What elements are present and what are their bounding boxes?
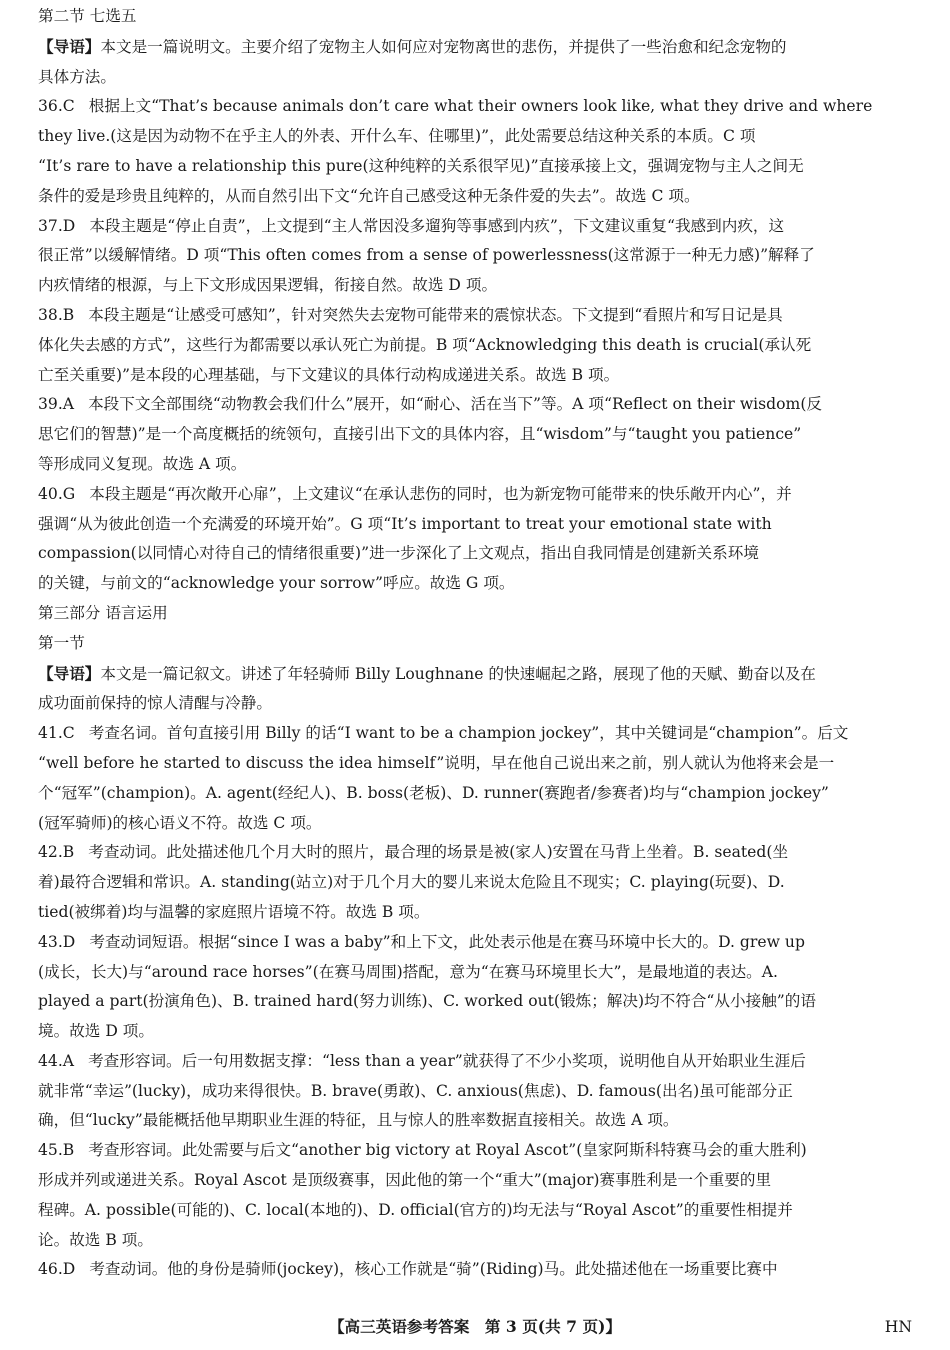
answer-text: 强调“从为彼此创造一个充满爱的环境开始”。G 项“It’s important to treat your emotional state with — [38, 514, 772, 533]
answer-line — [38, 122, 912, 152]
answer-line — [38, 1166, 912, 1196]
answer-number: 45.B — [38, 1141, 75, 1160]
answer-text: 的关键，与前文的“acknowledge your sorrow”呼应。故选 G 项。 — [38, 574, 515, 593]
answer-line — [38, 809, 912, 839]
answer-text: 个“冠军”(champion)。A. agent(经纪人)、B. boss(老板)、D. runner(赛跑者/参赛者)均与“champion jockey” — [38, 783, 829, 802]
answer-item — [38, 390, 912, 479]
answer-text: 确，但“lucky”最能概括他早期职业生涯的特征，且与惊人的胜率数据直接相关。故选 A 项。 — [38, 1111, 679, 1130]
answer-text: 根据上文“That’s because animals don’t care what their owners look like, what they drive and where — [88, 97, 873, 116]
answer-number: 44.A — [38, 1051, 75, 1070]
part-heading-3: 第三部分 语言运用 — [38, 603, 168, 622]
answer-line — [38, 510, 912, 540]
answer-line — [38, 92, 912, 122]
answer-text: (成长，长大)与“around race horses”(在赛马周围)搭配，意为“在赛马环境里长大”，是最地道的表达。A. — [38, 962, 778, 981]
answer-number: 43.D — [38, 932, 76, 951]
answer-line — [38, 271, 912, 301]
intro-text: 具体方法。 — [38, 67, 116, 86]
answer-text: 考查动词短语。根据“since I was a baby”和上下文，此处表示他是在赛马环境中长大的。D. grew up — [89, 932, 805, 951]
intro-line — [38, 659, 912, 690]
answer-text: (冠军骑师)的核心语义不符。故选 C 项。 — [38, 813, 322, 832]
intro-line — [38, 32, 912, 63]
answer-line — [38, 1226, 912, 1256]
answer-text: 本段主题是“再次敞开心扉”，上文建议“在承认悲伤的同时，也为新宠物可能带来的快乐敞开内心”，并 — [89, 484, 792, 503]
answer-text: 本段主题是“停止自责”，上文提到“主人常因没多遛狗等事感到内疚”，下文建议重复“我感到内疚，这 — [89, 216, 785, 235]
answer-line — [38, 1106, 912, 1136]
answer-line — [38, 1255, 912, 1285]
answers-41-46 — [38, 719, 912, 1285]
answer-number: 42.B — [38, 843, 75, 862]
intro-label: 【导语】 — [38, 663, 101, 683]
answer-line — [38, 898, 912, 928]
answer-text: compassion(以同情心对待自己的情绪很重要)”进一步深化了上文观点，指出自我同情是创建新关系环境 — [38, 544, 759, 563]
answer-line — [38, 301, 912, 331]
answer-line — [38, 1047, 912, 1077]
answer-text: 程碑。A. possible(可能的)、C. local(本地的)、D. official(官方的)均无法与“Royal Ascot”的重要性相提并 — [38, 1200, 793, 1219]
answer-line — [38, 1136, 912, 1166]
answer-text: “well before he started to discuss the idea himself”说明，早在他自己说出来之前，别人就认为他将来会是一 — [38, 753, 835, 772]
answer-page — [38, 2, 912, 1285]
section-heading-1: 第一节 — [38, 633, 85, 652]
answer-text: 很正常”以缓解情绪。D 项“This often comes from a sense of powerlessness(这常源于一种无力感)”解释了 — [38, 246, 815, 265]
answer-item — [38, 92, 912, 211]
answer-text: 论。故选 B 项。 — [38, 1230, 153, 1249]
answer-text: they live.(这是因为动物不在乎主人的外表、开什么车、住哪里)”，此处需要总结这种关系的本质。C 项 — [38, 127, 756, 146]
intro-line — [38, 63, 912, 93]
intro-text: 本文是一篇说明文。主要介绍了宠物主人如何应对宠物离世的悲伤，并提供了一些治愈和纪念宠物的 — [100, 37, 787, 56]
answer-number: 36.C — [38, 97, 75, 116]
answer-item — [38, 928, 912, 1047]
answer-item — [38, 838, 912, 927]
answer-line — [38, 480, 912, 510]
answer-text: tied(被绑着)均与温馨的家庭照片语境不符。故选 B 项。 — [38, 902, 430, 921]
section-heading-2: 第二节 七选五 — [38, 7, 137, 25]
answer-line — [38, 420, 912, 450]
answer-text: played a part(扮演角色)、B. trained hard(努力训练)、C. worked out(锻炼；解决)均不符合“从小接触”的语 — [38, 992, 816, 1011]
answer-text: 就非常“幸运”(lucky)，成功来得很快。B. brave(勇敢)、C. anxious(焦虑)、D. famous(出名)虽可能部分正 — [38, 1081, 793, 1100]
answer-line — [38, 539, 912, 569]
footer-region-code: HN — [884, 1318, 912, 1336]
answer-text: 形成并列或递进关系。Royal Ascot 是顶级赛事，因此他的第一个“重大”(major)赛事胜利是一个重要的里 — [38, 1171, 772, 1190]
answer-item — [38, 301, 912, 390]
answer-line — [38, 749, 912, 779]
answers-36-40 — [38, 92, 912, 599]
answer-line — [38, 212, 912, 242]
intro-paragraph — [38, 659, 912, 720]
answer-text: 条件的爱是珍贵且纯粹的，从而自然引出下文“允许自己感受这种无条件爱的失去”。故选 C 项。 — [38, 186, 700, 205]
page-footer — [0, 1312, 950, 1342]
answer-text: “It’s rare to have a relationship this pure(这种纯粹的关系很罕见)”直接承接上文，强调宠物与主人之间无 — [38, 156, 804, 175]
answer-number: 41.C — [38, 724, 75, 743]
answer-text: 亡至关重要)”是本段的心理基础，与下文建议的具体行动构成递进关系。故选 B 项。 — [38, 365, 620, 384]
answer-number: 37.D — [38, 216, 76, 235]
answer-text: 境。故选 D 项。 — [38, 1022, 154, 1041]
answer-text: 本段主题是“让感受可感知”，针对突然失去宠物可能带来的震惊状态。下文提到“看照片和写日记是具 — [88, 305, 783, 324]
answer-text: 等形成同义复现。故选 A 项。 — [38, 454, 247, 473]
answer-number: 46.D — [38, 1260, 76, 1279]
answer-line — [38, 1077, 912, 1107]
answer-line — [38, 390, 912, 420]
answer-line — [38, 838, 912, 868]
answer-line — [38, 779, 912, 809]
answer-number: 38.B — [38, 305, 75, 324]
answer-item — [38, 212, 912, 301]
answer-item — [38, 1047, 912, 1136]
answer-line — [38, 1196, 912, 1226]
intro-line — [38, 689, 912, 719]
answer-text: 内疚情绪的根源，与上下文形成因果逻辑，衔接自然。故选 D 项。 — [38, 276, 498, 295]
answer-line — [38, 182, 912, 212]
answer-line — [38, 868, 912, 898]
answer-line — [38, 719, 912, 749]
answer-line — [38, 958, 912, 988]
answer-item — [38, 480, 912, 599]
answer-text: 考查动词。此处描述他几个月大时的照片，最合理的场景是被(家人)安置在马背上坐着。B. seated(坐 — [88, 843, 789, 862]
answer-line — [38, 987, 912, 1017]
answer-text: 本段下文全部围绕“动物教会我们什么”展开，如“耐心、活在当下”等。A 项“Reflect on their wisdom(反 — [88, 395, 823, 414]
intro-paragraph — [38, 32, 912, 93]
answer-line — [38, 450, 912, 480]
answer-text: 考查形容词。后一句用数据支撑：“less than a year”就获得了不少小奖项，说明他自从开始职业生涯后 — [88, 1051, 806, 1070]
answer-number: 40.G — [38, 484, 76, 503]
answer-text: 着)最符合逻辑和常识。A. standing(站立)对于几个月大的婴儿来说太危险且不现实；C. playing(玩耍)、D. — [38, 873, 785, 892]
answer-text: 考查形容词。此处需要与后文“another big victory at Royal Ascot”(皇家阿斯科特赛马会的重大胜利) — [88, 1141, 807, 1160]
intro-label: 【导语】 — [38, 36, 101, 56]
answer-line — [38, 331, 912, 361]
answer-text: 考查名词。首句直接引用 Billy 的话“I want to be a champion jockey”，其中关键词是“champion”。后文 — [88, 724, 849, 743]
answer-number: 39.A — [38, 395, 75, 414]
answer-line — [38, 569, 912, 599]
answer-line — [38, 152, 912, 182]
answer-line — [38, 1017, 912, 1047]
footer-title: 【高三英语参考答案 第 3 页(共 7 页)】 — [328, 1317, 622, 1336]
answer-item — [38, 1255, 912, 1285]
answer-text: 考查动词。他的身份是骑师(jockey)，核心工作就是“骑”(Riding)马。此处描述他在一场重要比赛中 — [89, 1260, 778, 1279]
answer-text: 体化失去感的方式”，这些行为都需要以承认死亡为前提。B 项“Acknowledging this death is crucial(承认死 — [38, 335, 812, 354]
answer-item — [38, 719, 912, 838]
answer-item — [38, 1136, 912, 1255]
answer-line — [38, 361, 912, 391]
intro-text: 本文是一篇记叙文。讲述了年轻骑师 Billy Loughnane 的快速崛起之路，展现了他的天赋、勤奋以及在 — [100, 664, 816, 683]
answer-text: 思它们的智慧)”是一个高度概括的统领句，直接引出下文的具体内容，且“wisdom”与“taught you patience” — [38, 425, 802, 444]
answer-line — [38, 241, 912, 271]
intro-text: 成功面前保持的惊人清醒与冷静。 — [38, 694, 272, 713]
answer-line — [38, 928, 912, 958]
